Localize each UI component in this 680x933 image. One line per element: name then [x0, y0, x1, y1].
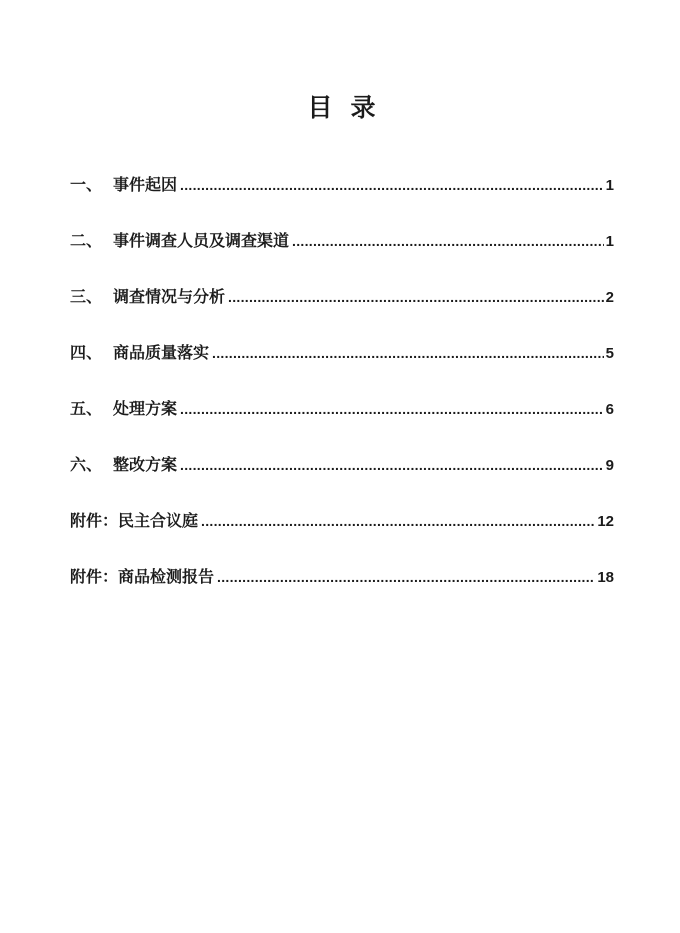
- toc-entry-number: 五、: [70, 401, 103, 418]
- toc-entry-number: 六、: [70, 457, 103, 474]
- toc-page-number: 2: [605, 289, 614, 306]
- toc-entry[interactable]: [70, 455, 614, 476]
- toc-page-number: 18: [597, 569, 614, 586]
- toc-page-number: 9: [605, 457, 614, 474]
- toc-entry[interactable]: [70, 175, 614, 196]
- toc-leader-dots: [201, 511, 595, 531]
- toc-entry-label: 事件调查人员及调查渠道: [113, 233, 290, 250]
- page-title: 目 录: [307, 94, 377, 122]
- toc-entry[interactable]: [70, 511, 614, 532]
- toc-leader-dots: [212, 343, 604, 363]
- toc-leader-dots: [292, 231, 604, 251]
- toc-page-number: 6: [605, 401, 614, 418]
- toc-leader-dots: [180, 399, 604, 419]
- toc-leader-dots: [180, 175, 604, 195]
- toc-page-number: 1: [605, 233, 614, 250]
- toc-entry-label: 整改方案: [113, 457, 178, 474]
- toc-entry[interactable]: [70, 567, 614, 588]
- toc-entry-number: 四、: [70, 345, 103, 362]
- toc-entry[interactable]: [70, 231, 614, 252]
- toc-entry-number: 三、: [70, 289, 103, 306]
- toc-leader-dots: [217, 567, 595, 587]
- toc-page-number: 5: [605, 345, 614, 362]
- toc-entry[interactable]: [70, 287, 614, 308]
- toc-page-number: 12: [597, 513, 614, 530]
- toc-leader-dots: [180, 455, 604, 475]
- toc-page-number: 1: [605, 177, 614, 194]
- toc-entry-number: 二、: [70, 233, 103, 250]
- table-of-contents: [70, 175, 614, 588]
- toc-entry-label: 民主合议庭: [118, 513, 199, 530]
- toc-entry-number: 附件：: [70, 513, 119, 530]
- toc-entry[interactable]: [70, 343, 614, 364]
- toc-entry-number: 附件：: [70, 569, 119, 586]
- toc-entry-label: 商品质量落实: [113, 345, 210, 362]
- toc-leader-dots: [228, 287, 604, 307]
- toc-entry-label: 事件起因: [113, 177, 178, 194]
- toc-entry-label: 调查情况与分析: [113, 289, 226, 306]
- toc-entry-label: 处理方案: [113, 401, 178, 418]
- toc-entry-label: 商品检测报告: [118, 569, 215, 586]
- toc-entry-number: 一、: [70, 177, 103, 194]
- toc-entry[interactable]: [70, 399, 614, 420]
